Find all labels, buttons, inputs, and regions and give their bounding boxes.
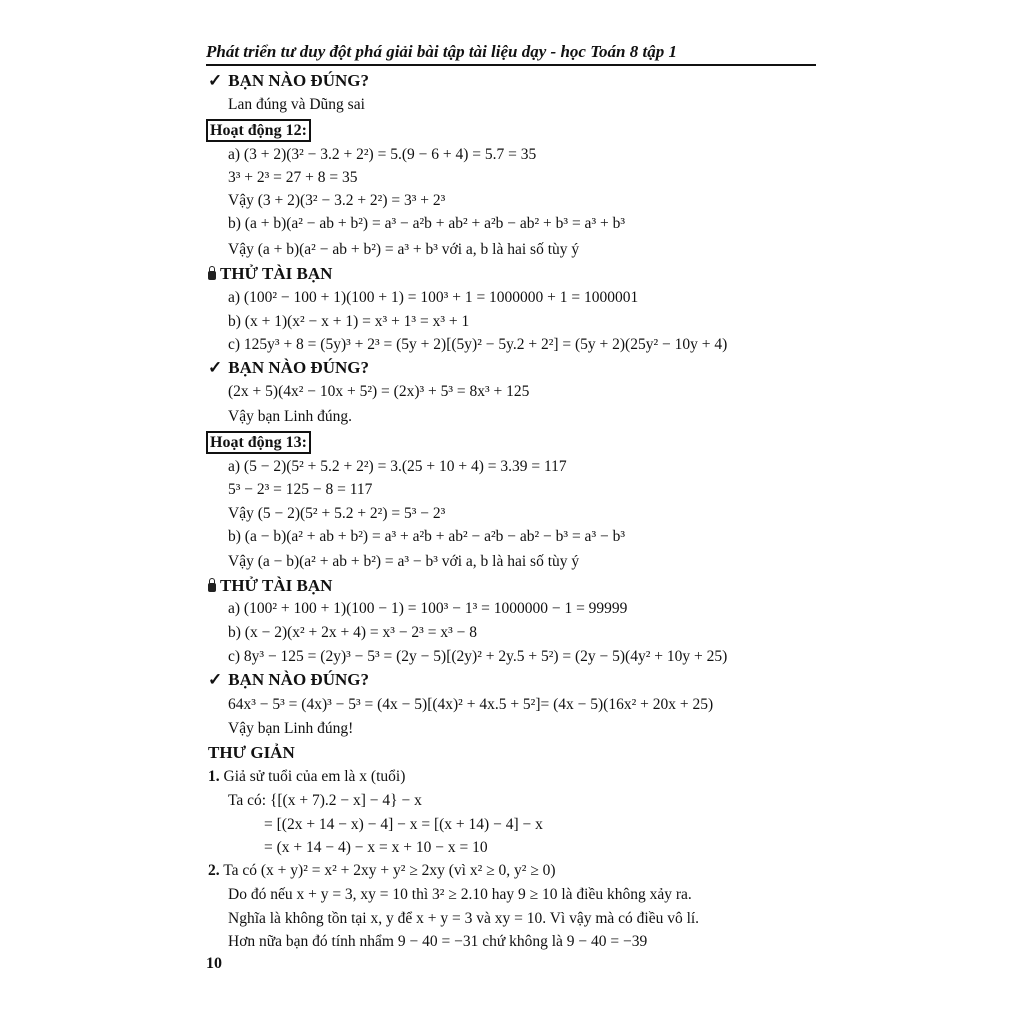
- text-line: Giả sử tuổi của em là x (tuổi): [223, 768, 406, 785]
- text-line: Vậy (3 + 2)(3² − 3.2 + 2²) = 3³ + 2³: [228, 192, 446, 209]
- text-line: = [(2x + 14 − x) − 4] − x = [(x + 14) − 4] − x: [264, 816, 543, 833]
- text-line: b) (a + b)(a² − ab + b²) = a³ − a²b + ab² + a²b − ab² + b³ = a³ + b³: [228, 215, 625, 232]
- text-line: Do đó nếu x + y = 3, xy = 10 thì 3² ≥ 2.10 hay 9 ≥ 10 là điều không xảy ra.: [228, 886, 692, 903]
- text-line: b) (a − b)(a² + ab + b²) = a³ + a²b + ab² − a²b − ab² − b³ = a³ − b³: [228, 528, 625, 545]
- text-line: Vậy bạn Linh đúng!: [228, 720, 354, 737]
- text-line: 64x³ − 5³ = (4x)³ − 5³ = (4x − 5)[(4x)² + 4x.5 + 5²]= (4x − 5)(16x² + 20x + 25): [228, 696, 714, 713]
- section-thu-tai-ban: THỬ TÀI BẠN: [208, 264, 332, 284]
- text-line: (2x + 5)(4x² − 10x + 5²) = (2x)³ + 5³ = 8x³ + 125: [228, 383, 530, 400]
- text-line: a) (100² + 100 + 1)(100 − 1) = 100³ − 1³ = 1000000 − 1 = 99999: [228, 600, 628, 617]
- text-line: a) (3 + 2)(3² − 3.2 + 2²) = 5.(9 − 6 + 4) = 5.7 = 35: [228, 146, 537, 163]
- section-thu-gian: THƯ GIẢN: [208, 743, 295, 762]
- list-item: [208, 768, 405, 786]
- section-ban-nao-dung: ✓ BẠN NÀO ĐÚNG?: [208, 358, 369, 377]
- text-line: Ta có (x + y)² = x² + 2xy + y² ≥ 2xy (vì x² ≥ 0, y² ≥ 0): [223, 862, 556, 879]
- heading-hoat-dong-12: Hoạt động 12:: [206, 119, 311, 142]
- text-line: b) (x + 1)(x² − x + 1) = x³ + 1³ = x³ + 1: [228, 313, 470, 330]
- page-number: 10: [206, 955, 222, 972]
- text-line: Vậy (5 − 2)(5² + 5.2 + 2²) = 5³ − 2³: [228, 505, 446, 522]
- list-item: [208, 862, 556, 880]
- check-icon: ✓: [208, 670, 223, 689]
- running-header: Phát triển tư duy đột phá giải bài tập tài liệu dạy - học Toán 8 tập 1: [206, 42, 816, 66]
- item-number: 1.: [208, 768, 220, 785]
- text-line: Vậy (a + b)(a² − ab + b²) = a³ + b³ với a, b là hai số tùy ý: [228, 241, 580, 258]
- section-ban-nao-dung: ✓ BẠN NÀO ĐÚNG?: [208, 670, 369, 689]
- section-thu-tai-ban: THỬ TÀI BẠN: [208, 576, 332, 596]
- text-line: a) (5 − 2)(5² + 5.2 + 2²) = 3.(25 + 10 + 4) = 3.39 = 117: [228, 458, 567, 475]
- lock-icon: [208, 583, 216, 592]
- section-ban-nao-dung: ✓ BẠN NÀO ĐÚNG?: [208, 71, 369, 90]
- text-line: Vậy (a − b)(a² + ab + b²) = a³ − b³ với a, b là hai số tùy ý: [228, 553, 580, 570]
- text-line: c) 125y³ + 8 = (5y)³ + 2³ = (5y + 2)[(5y)² − 5y.2 + 2²] = (5y + 2)(25y² − 10y + 4): [228, 336, 728, 353]
- text-line: a) (100² − 100 + 1)(100 + 1) = 100³ + 1 = 1000000 + 1 = 1000001: [228, 289, 639, 306]
- text-line: = (x + 14 − 4) − x = x + 10 − x = 10: [264, 839, 488, 856]
- check-icon: ✓: [208, 358, 223, 377]
- text-line: Vậy bạn Linh đúng.: [228, 408, 352, 425]
- text-line: 5³ − 2³ = 125 − 8 = 117: [228, 481, 373, 498]
- text-line: Nghĩa là không tồn tại x, y để x + y = 3 và xy = 10. Vì vậy mà có điều vô lí.: [228, 910, 700, 927]
- text-line: 3³ + 2³ = 27 + 8 = 35: [228, 169, 358, 186]
- text-line: c) 8y³ − 125 = (2y)³ − 5³ = (2y − 5)[(2y)² + 2y.5 + 5²) = (2y − 5)(4y² + 10y + 25): [228, 648, 728, 665]
- text-line: b) (x − 2)(x² + 2x + 4) = x³ − 2³ = x³ − 8: [228, 624, 477, 641]
- item-number: 2.: [208, 862, 220, 879]
- text-line: Hơn nữa bạn đó tính nhẩm 9 − 40 = −31 chứ không là 9 − 40 = −39: [228, 933, 648, 950]
- text-line: Lan đúng và Dũng sai: [228, 96, 365, 113]
- lock-icon: [208, 271, 216, 280]
- check-icon: ✓: [208, 71, 223, 90]
- text-line: Ta có: {[(x + 7).2 − x] − 4} − x: [228, 792, 422, 809]
- heading-hoat-dong-13: Hoạt động 13:: [206, 431, 311, 454]
